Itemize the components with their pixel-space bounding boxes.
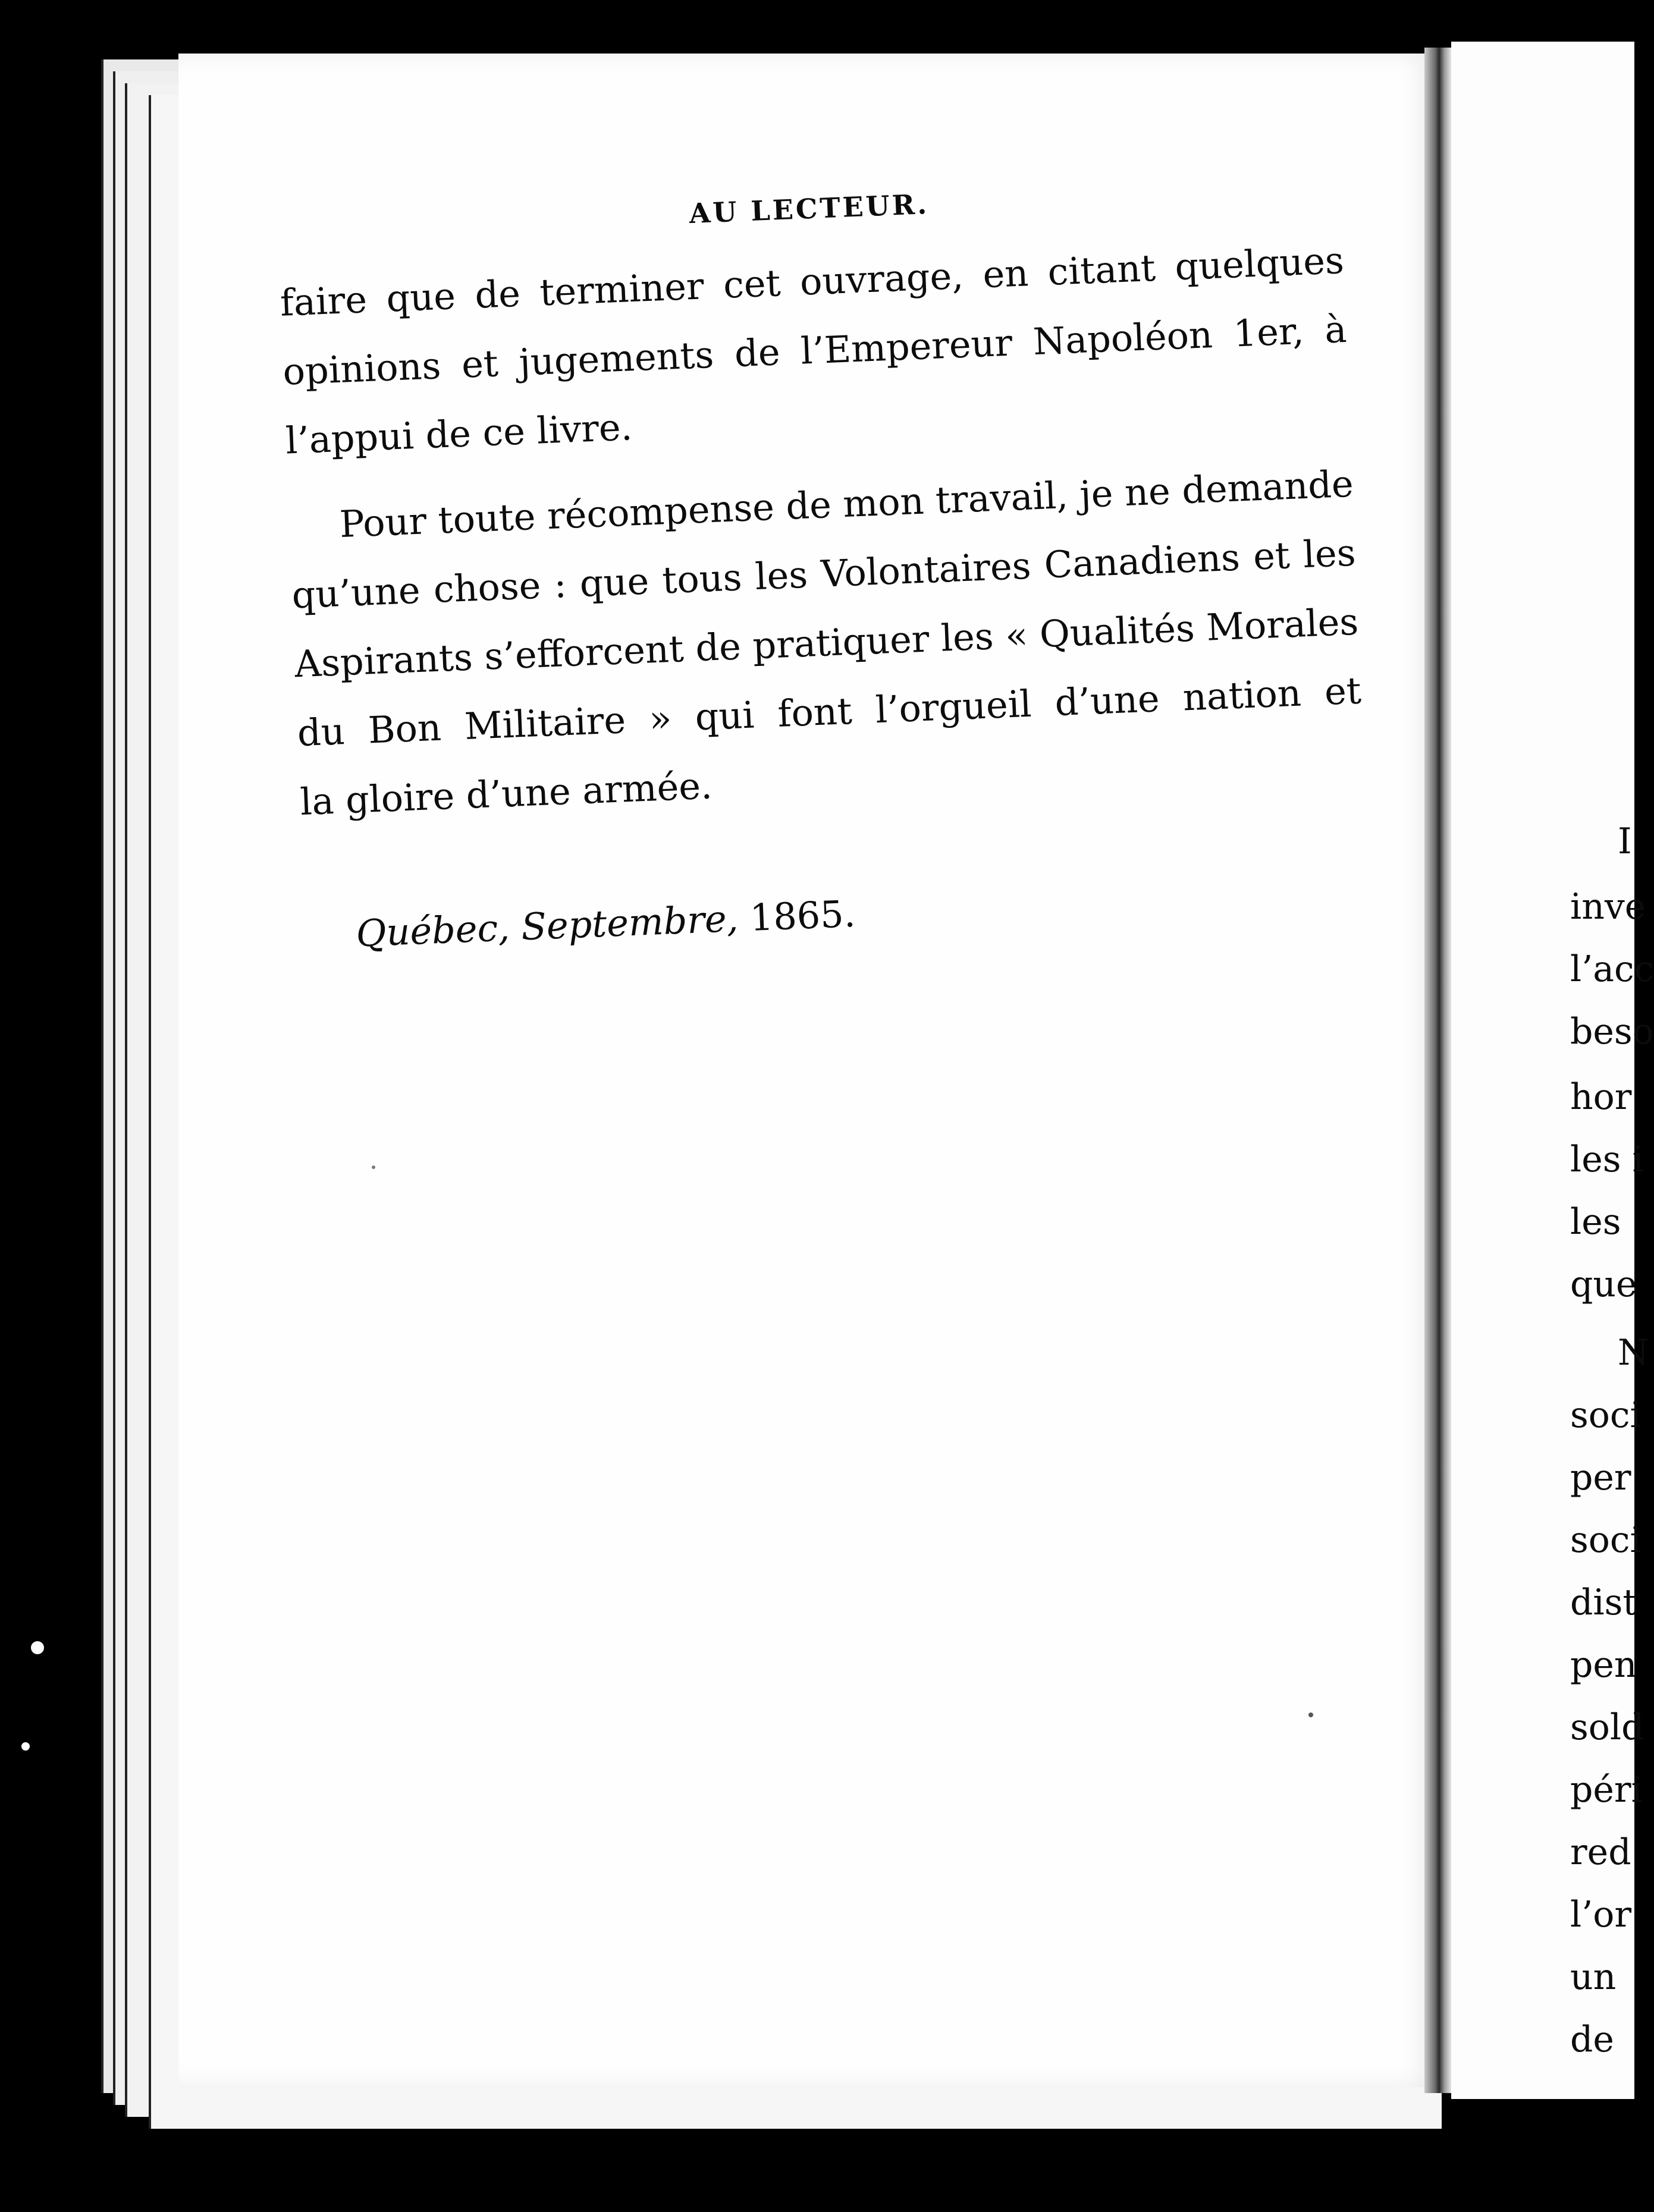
signoff-month: Septembre, bbox=[520, 896, 739, 949]
right-page-line-fragment: les bbox=[1570, 1201, 1621, 1243]
signoff-place: Québec, bbox=[355, 906, 511, 956]
right-page-line-fragment: red bbox=[1570, 1831, 1631, 1873]
text-line: la gloire d’une armée. bbox=[299, 763, 713, 824]
right-page-line-fragment: l’or bbox=[1570, 1894, 1632, 1936]
paragraph-1 bbox=[279, 226, 1351, 476]
right-page bbox=[1451, 42, 1654, 2099]
running-head: AU LECTEUR. bbox=[688, 187, 930, 230]
scan-speck bbox=[21, 1742, 30, 1751]
right-page-line-fragment: inve bbox=[1570, 886, 1646, 928]
right-page-line-fragment: soci bbox=[1570, 1394, 1642, 1436]
text-line: Aspirants s’efforcent de pratiquer les « Qualités Morales bbox=[293, 599, 1360, 686]
text-line: faire que de terminer cet ouvrage, en citant quelques bbox=[279, 238, 1345, 325]
right-page-line-fragment: dist bbox=[1570, 1582, 1637, 1623]
right-page-line-fragment: soci bbox=[1570, 1519, 1642, 1561]
text-line: Pour toute récompense de mon travail, je ne demande bbox=[338, 461, 1354, 546]
right-page-line-fragment: N bbox=[1618, 1332, 1649, 1374]
right-page-line-fragment: péri bbox=[1570, 1769, 1643, 1811]
right-page-line-fragment: hor bbox=[1570, 1076, 1632, 1118]
scan-speck bbox=[1308, 1713, 1313, 1717]
scan-speck bbox=[31, 1641, 44, 1654]
text-line: du Bon Militaire » qui font l’orgueil d’une nation et bbox=[296, 668, 1363, 755]
scan-speck bbox=[372, 1165, 375, 1169]
text-line: l’appui de ce livre. bbox=[284, 405, 633, 463]
right-page-line-fragment: de bbox=[1570, 2019, 1614, 2060]
right-page-line-fragment: beso bbox=[1570, 1011, 1654, 1052]
right-page-line-fragment: les i bbox=[1570, 1139, 1644, 1180]
right-page-line-fragment: I bbox=[1618, 821, 1632, 862]
text-line: qu’une chose : que tous les Volontaires Canadiens et les bbox=[291, 530, 1357, 617]
right-page-line-fragment: l’acc bbox=[1570, 948, 1654, 990]
text-line: opinions et jugements de l’Empereur Napoléon 1er, à bbox=[282, 307, 1348, 394]
right-page-line-fragment: sold bbox=[1570, 1707, 1644, 1748]
right-page-line-fragment: per bbox=[1570, 1457, 1631, 1498]
left-page-text bbox=[277, 171, 1370, 957]
right-page-line-fragment: un bbox=[1570, 1956, 1617, 1998]
book-gutter bbox=[1424, 48, 1451, 2093]
signoff-year: 1865. bbox=[749, 891, 856, 940]
right-page-line-fragment: pen bbox=[1570, 1644, 1637, 1686]
right-page-line-fragment: que bbox=[1570, 1264, 1637, 1305]
paragraph-2 bbox=[288, 450, 1366, 837]
